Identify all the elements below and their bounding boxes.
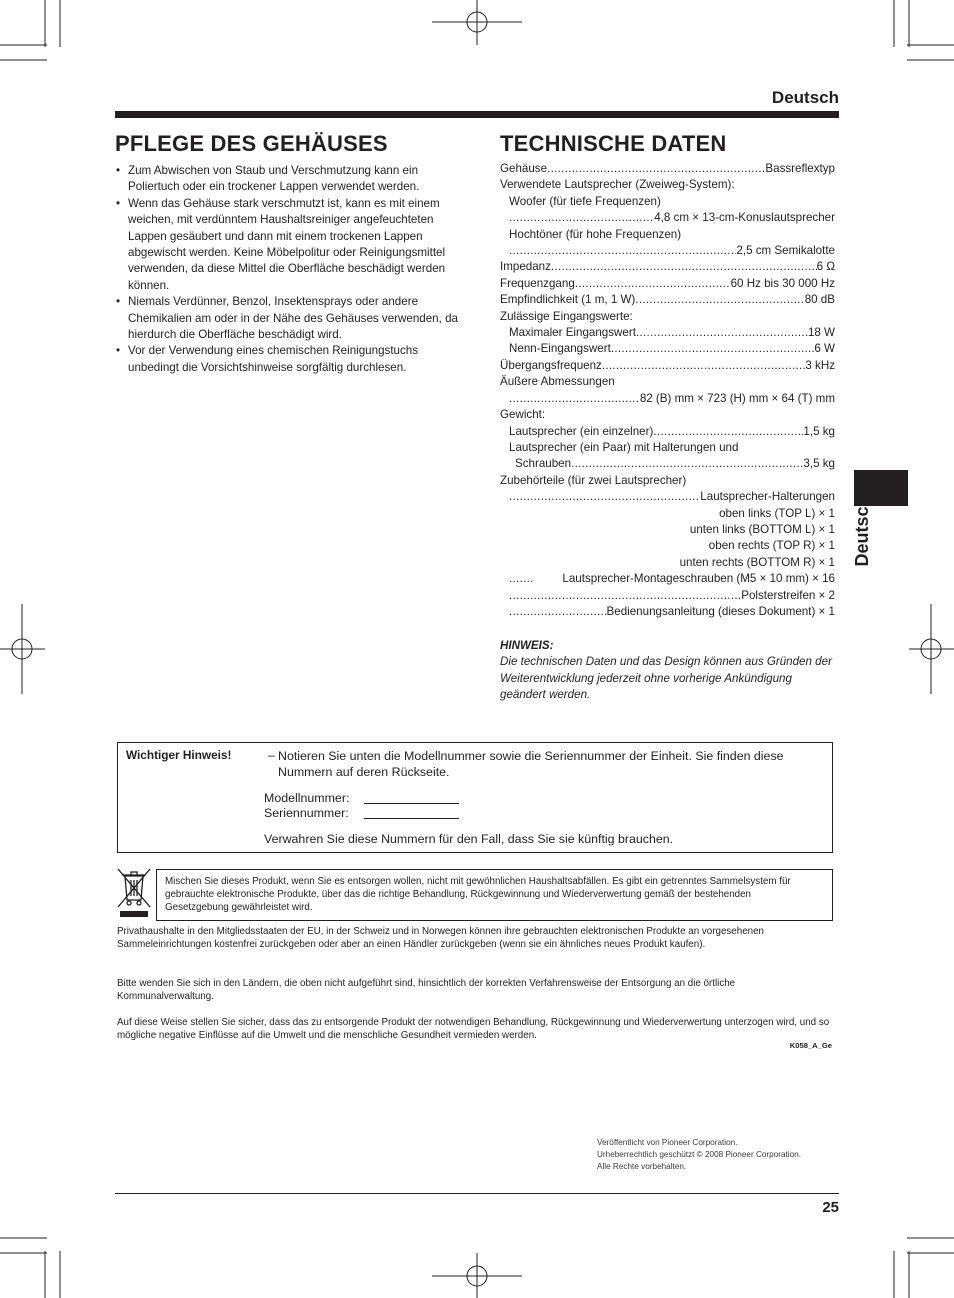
spec-label: Gehäuse (500, 162, 548, 175)
dot-leader (636, 325, 808, 341)
spec-value: 2,5 cm Semikalotte (736, 244, 835, 258)
spec-row-montage (500, 571, 835, 587)
dot-leader (509, 391, 640, 407)
spec-row-maximal (500, 325, 835, 341)
serial-number-line (364, 818, 459, 819)
dot-leader (611, 341, 815, 357)
dot-leader (547, 161, 765, 177)
dot-leader (509, 588, 741, 604)
keep-numbers-text: Verwahren Sie diese Nummern für den Fall, dass Sie sie künftig brauchen. (264, 832, 674, 846)
spec-value: 3,5 kg (803, 457, 835, 471)
spec-value: unten links (BOTTOM L) × 1 (689, 522, 835, 536)
important-message: Notieren Sie unten die Modellnummer sowie die Seriennummer der Einheit. Sie finden diese Nummern auf deren Rückseite. (278, 749, 784, 779)
spec-value: Polsterstreifen × 2 (741, 588, 835, 602)
bullet-item: • Zum Abwischen von Staub und Verschmutzung kann ein Poliertuch oder ein trockener Lappen verwendet werden. (115, 163, 460, 196)
publisher-line: Veröffentlicht von Pioneer Corporation. (597, 1138, 738, 1147)
copyright-line: Urheberrechtlich geschützt © 2008 Pioneer Corporation. (597, 1150, 802, 1159)
spec-value: 1,5 kg (803, 424, 835, 438)
note-heading: HINWEIS: (500, 639, 554, 652)
header-rule (115, 111, 839, 118)
note-text: Die technischen Daten und das Design können aus Gründen der Weiterentwicklung jederzeit ohne vorherige Ankündigung geändert werden. (500, 655, 832, 702)
important-dash: – (268, 748, 275, 762)
dot-leader (509, 571, 533, 587)
spec-row-abmessungen (500, 391, 835, 407)
specs-title: TECHNISCHE DATEN (500, 131, 727, 156)
spec-row-einzeln (500, 424, 835, 440)
spec-value: 6 Ω (816, 260, 835, 274)
document-code: K058_A_Ge (789, 1041, 832, 1050)
spec-label: Nenn-Eingangswert (509, 342, 611, 356)
serial-number-label: Seriennummer: (264, 806, 349, 820)
header-language: Deutsch (771, 88, 839, 107)
spec-label: Übergangsfrequenz (500, 358, 602, 372)
spec-value: oben links (TOP L) × 1 (719, 506, 835, 520)
spec-label: Woofer (für tiefe Frequenzen) (509, 194, 661, 208)
dot-leader (575, 276, 731, 292)
spec-value: 3 kHz (805, 358, 835, 372)
spec-row-schrauben (500, 456, 835, 472)
spec-row-impedanz (500, 259, 835, 275)
disposal-box (156, 869, 833, 921)
bullet-item: • Vor der Verwendung eines chemischen Reinigungstuchs unbedingt die Vorsichtshinweise sorgfältig durchlesen. (115, 343, 460, 376)
spec-label: Gewicht: (500, 408, 546, 422)
spec-label: Verwendete Lautsprecher (Zweiweg-System): (500, 178, 735, 192)
spec-value: Lautsprecher-Montageschrauben (M5 × 10 mm) × 16 (562, 572, 835, 586)
spec-row-nenn (500, 341, 835, 357)
spec-label: Zulässige Eingangswerte: (500, 309, 633, 323)
spec-value: Bassreflextyp (765, 162, 835, 175)
crossed-out-bin-icon (114, 866, 154, 918)
spec-value: Bedienungsanleitung (dieses Dokument) × 1 (606, 604, 835, 618)
spec-row-gehaeuse (500, 161, 835, 177)
spec-row-woofer (500, 210, 835, 226)
dot-leader (653, 424, 803, 440)
spec-label: Zubehörteile (für zwei Lautsprecher) (500, 473, 687, 487)
spec-label: Lautsprecher (ein einzelner) (509, 424, 654, 438)
spec-row-halterungen (500, 489, 835, 505)
footer-rule (115, 1193, 839, 1194)
publisher-info (597, 1137, 801, 1173)
page-number: 25 (822, 1199, 839, 1216)
side-tab-label: Deutsch (852, 495, 872, 567)
dot-leader (509, 489, 700, 505)
spec-row-anleitung (500, 604, 835, 620)
spec-value: 60 Hz bis 30 000 Hz (730, 276, 835, 290)
spec-row-polster (500, 588, 835, 604)
important-notice-box (117, 742, 833, 853)
spec-value: Lautsprecher-Halterungen (700, 490, 835, 504)
spec-row-frequenz (500, 276, 835, 292)
dot-leader (551, 259, 817, 275)
spec-label: Äußere Abmessungen (500, 375, 615, 389)
rights-line: Alle Rechte vorbehalten. (597, 1162, 687, 1171)
dot-leader (509, 243, 736, 259)
spec-list (500, 161, 835, 620)
spec-label: Schrauben (515, 457, 572, 471)
spec-value: 4,8 cm × 13-cm-Konuslautsprecher (654, 211, 835, 225)
spec-value: 82 (B) mm × 723 (H) mm × 64 (T) mm (639, 391, 835, 405)
spec-value: 18 W (807, 326, 835, 340)
spec-label: Impedanz (500, 260, 551, 274)
dot-leader (635, 292, 804, 308)
spec-label: Maximaler Eingangswert (509, 326, 636, 340)
bullet-item: • Niemals Verdünner, Benzol, Insektensprays oder andere Chemikalien am oder in der Nähe des Gehäuses verwenden, da hierdurch die Oberfläche beschädigt wird. (115, 294, 460, 343)
spec-label: Lautsprecher (ein Paar) mit Halterungen und (509, 440, 739, 454)
disposal-paragraph-2: Bitte wenden Sie sich in den Ländern, die oben nicht aufgeführt sind, hinsichtlich der korrekten Verfahrensweise der Entsorgung an die örtliche Kommunalverwaltung. (117, 978, 736, 1002)
spec-row-hochtoener (500, 243, 835, 259)
important-heading: Wichtiger Hinweis! (126, 748, 232, 762)
spec-value: oben rechts (TOP R) × 1 (708, 539, 835, 553)
spec-label: Empfindlichkeit (1 m, 1 W) (500, 293, 636, 307)
spec-label: Hochtöner (für hohe Frequenzen) (509, 227, 682, 241)
model-number-label: Modellnummer: (264, 791, 350, 805)
disposal-paragraph-3: Auf diese Weise stellen Sie sicher, dass das zu entsorgende Produkt der notwendigen Behandlung, Rückgewinnung und Wiederverwertung unterzogen wird, und so mögliche negative Einflüsse auf die Umwelt und die menschliche Gesundheit vermieden werden. (117, 1017, 830, 1041)
spec-label: Frequenzgang (500, 276, 575, 290)
dot-leader (509, 604, 607, 620)
spec-row-empfindlichkeit (500, 292, 835, 308)
disposal-box-text: Mischen Sie dieses Produkt, wenn Sie es entsorgen wollen, nicht mit gewöhnlichen Haushaltsabfällen. Es gibt ein getrenntes Sammelsystem für gebrauchte elektronische Produkte, über das die richtige Behandlung, Rückgewinnung und Wiederverwertung gemäß der bestehenden Gesetzgebung gewährleistet wird. (165, 876, 791, 913)
care-bullet-list (115, 163, 460, 376)
disposal-paragraph-1: Privathaushalte in den Mitgliedsstaaten der EU, in der Schweiz und in Norwegen können ihre gebrauchten elektronischen Produkte an vorgesehenen Sammeleinrichtungen kostenfrei zurückgeben oder aber an einen Händler zurückgeben (wenn sie ein ähnliches neues Produkt kaufen). (117, 926, 764, 950)
dot-leader (602, 358, 806, 374)
dot-leader (571, 456, 803, 472)
model-number-line (364, 803, 459, 804)
spec-value: 6 W (814, 342, 835, 356)
spec-value: 80 dB (804, 293, 835, 307)
spec-row-uebergang (500, 358, 835, 374)
dot-leader (509, 210, 654, 226)
note-block (500, 638, 840, 704)
bullet-item: • Wenn das Gehäuse stark verschmutzt ist, kann es mit einem weichen, mit verdünntem Haushaltsreiniger angefeuchteten Lappen gesäubert und dann mit einem trockenen Lappen abgewischt werden. Keine Möbelpolitur oder Reinigungsmittel verwenden, da diese Mittel die Oberfläche beschädigt werden können. (115, 196, 460, 294)
care-title: PFLEGE DES GEHÄUSES (115, 131, 388, 156)
spec-value: unten rechts (BOTTOM R) × 1 (679, 555, 835, 569)
